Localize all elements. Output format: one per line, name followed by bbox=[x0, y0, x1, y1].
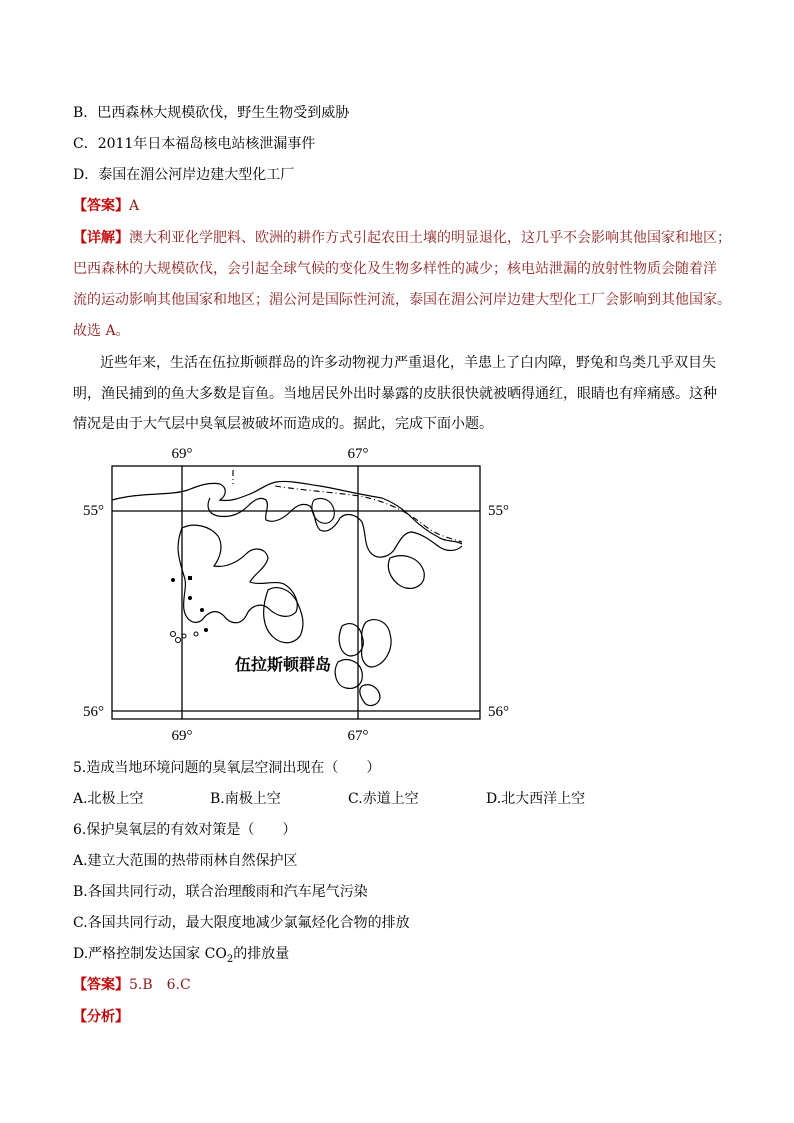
answer-2 bbox=[73, 975, 191, 995]
passage-line-1: 近些年来，生活在伍拉斯顿群岛的许多动物视力严重退化，羊患上了白内障，野兔和鸟类几乎双目失 bbox=[100, 355, 716, 371]
q4-option-d: D．泰国在湄公河岸边建大型化工厂 bbox=[73, 167, 295, 183]
answer-label: 【答案】 bbox=[73, 198, 129, 214]
map-frame bbox=[112, 466, 480, 719]
detail-line-4: 故选 A。 bbox=[73, 323, 130, 339]
lat-55-left-label: 55° bbox=[83, 503, 104, 519]
islet-circle bbox=[176, 638, 181, 643]
q6-option-d-subscript: 2 bbox=[226, 953, 234, 965]
lon-67-bottom-label: 67° bbox=[347, 728, 369, 744]
lon-69-top-label: 69° bbox=[171, 446, 193, 462]
q5-option-a: A.北极上空 bbox=[73, 791, 144, 807]
detail-label: 【详解】 bbox=[73, 230, 129, 246]
island-se-4 bbox=[360, 685, 380, 706]
island-west bbox=[178, 525, 297, 623]
lon-69-bottom-label: 69° bbox=[171, 728, 193, 744]
islands-label: 伍拉斯顿群岛 bbox=[235, 655, 332, 674]
islet-dot bbox=[171, 578, 175, 582]
islet-dot bbox=[200, 608, 204, 612]
answer-2-value: 5.B 6.C bbox=[129, 977, 191, 993]
islet-dot bbox=[204, 628, 208, 632]
answer-2-label: 【答案】 bbox=[73, 977, 129, 993]
lat-56-left-label: 56° bbox=[83, 704, 104, 720]
passage-line-3: 情况是由于大气层中臭氧层被破坏而造成的。据此，完成下面小题。 bbox=[73, 416, 493, 432]
detail-line-2: 巴西森林的大规模砍伐，会引起全球气候的变化及生物多样性的减少；核电站泄漏的放射性物质会随着洋 bbox=[73, 261, 717, 277]
q6-option-d-tail: 的排放量 bbox=[233, 946, 290, 962]
lat-56-right-label: 56° bbox=[488, 704, 509, 720]
passage-line-2: 明，渔民捕到的鱼大多数是盲鱼。当地居民外出时暴露的皮肤很快就被晒得通红，眼睛也有痒痛感。这种 bbox=[73, 386, 717, 402]
island-mid bbox=[264, 588, 303, 643]
analysis-heading bbox=[73, 1007, 129, 1027]
q6-option-d bbox=[73, 944, 289, 970]
q4-option-c: C．2011年日本福岛核电站核泄漏事件 bbox=[73, 136, 316, 152]
island-east bbox=[388, 556, 424, 589]
analysis-label: 【分析】 bbox=[73, 1009, 129, 1025]
islet-circle bbox=[171, 632, 176, 637]
q4-option-b: B．巴西森林大规模砍伐，野生生物受到威胁 bbox=[73, 105, 350, 121]
lat-55-right-label: 55° bbox=[488, 503, 509, 519]
answer-value: A bbox=[129, 198, 140, 214]
wollaston-islands-map bbox=[70, 440, 520, 750]
islet-square bbox=[188, 576, 192, 580]
answer-1 bbox=[73, 196, 139, 216]
islet-dot bbox=[188, 596, 192, 600]
q5-stem: 5.造成当地环境问题的臭氧层空洞出现在（ ） bbox=[73, 760, 381, 776]
lon-67-top-label: 67° bbox=[347, 446, 369, 462]
detail-line-1 bbox=[73, 228, 731, 248]
island-se-1 bbox=[339, 624, 363, 656]
q5-option-b: B.南极上空 bbox=[210, 791, 281, 807]
q6-option-d-text: D.严格控制发达国家 CO bbox=[73, 946, 227, 962]
islet-circle bbox=[194, 632, 198, 636]
q6-option-c: C.各国共同行动，最大限度地减少氯氟烃化合物的排放 bbox=[73, 915, 410, 931]
q6-stem: 6.保护臭氧层的有效对策是（ ） bbox=[73, 822, 297, 838]
q5-option-c: C.赤道上空 bbox=[348, 791, 419, 807]
q6-option-a: A.建立大范围的热带雨林自然保护区 bbox=[73, 853, 298, 869]
q6-option-b: B.各国共同行动，联合治理酸雨和汽车尾气污染 bbox=[73, 884, 368, 900]
q5-option-d: D.北大西洋上空 bbox=[486, 791, 586, 807]
detail-text-1: 澳大利亚化学肥料、欧洲的耕作方式引起农田土壤的明显退化，这几乎不会影响其他国家和地区； bbox=[129, 230, 731, 246]
detail-line-3: 流的运动影响其他国家和地区；湄公河是国际性河流，泰国在湄公河岸边建大型化工厂会影响到其他国家。 bbox=[73, 292, 731, 308]
island-se-2 bbox=[362, 620, 391, 667]
mainland-coast bbox=[112, 481, 462, 544]
